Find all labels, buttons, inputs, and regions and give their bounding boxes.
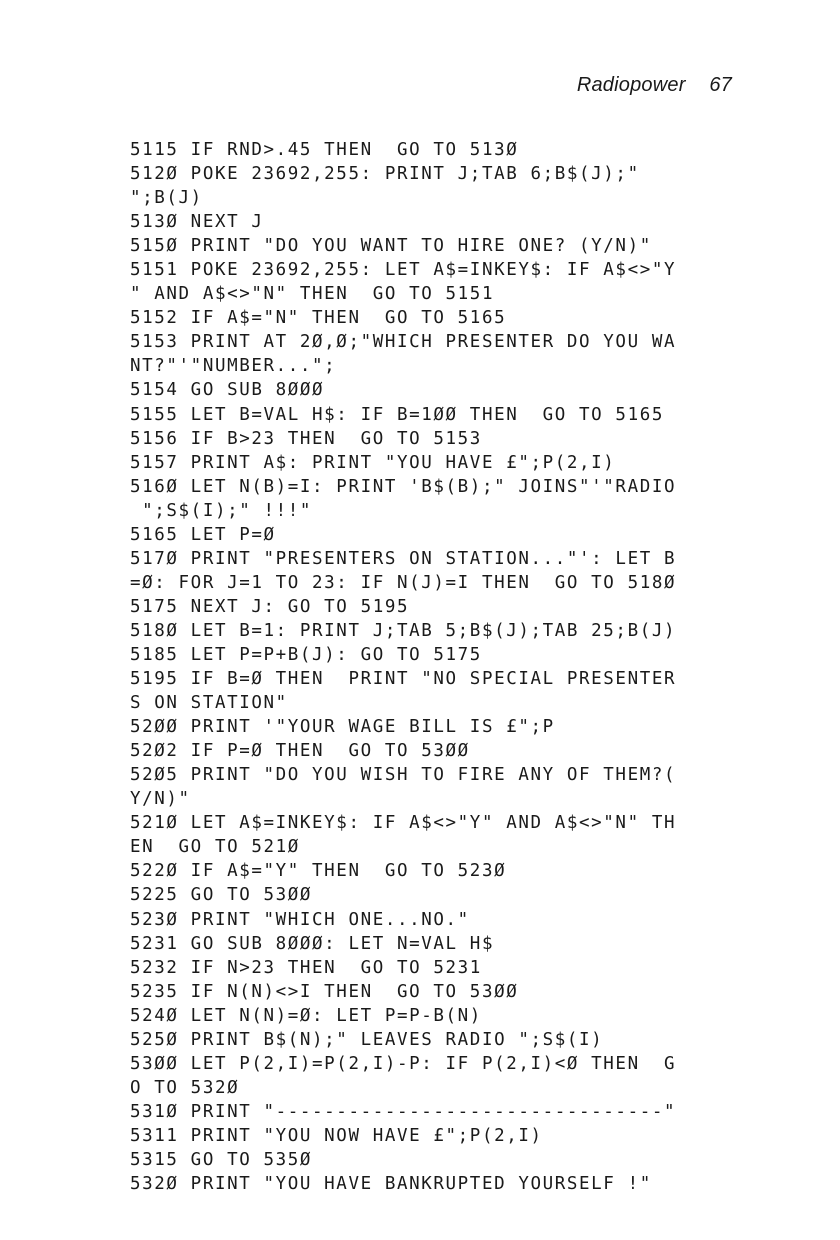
code-line: 5185 LET P=P+B(J): GO TO 5175 (130, 644, 482, 665)
code-line: 5152 IF A$="N" THEN GO TO 5165 (130, 308, 507, 329)
code-line: 53ØØ LET P(2,I)=P(2,I)-P: IF P(2,I)<Ø THEN G (130, 1053, 677, 1074)
page-number: 67 (709, 74, 732, 96)
code-line: 523Ø PRINT "WHICH ONE...NO." (130, 909, 470, 930)
code-line: 515Ø PRINT "DO YOU WANT TO HIRE ONE? (Y/N)" (130, 236, 652, 257)
code-line: 531Ø PRINT "--------------------------------" (130, 1101, 677, 1122)
code-line: 512Ø POKE 23692,255: PRINT J;TAB 6;B$(J);" (130, 164, 640, 185)
code-line: 5151 POKE 23692,255: LET A$=INKEY$: IF A$<>"Y (130, 260, 677, 281)
code-line: 5156 IF B>23 THEN GO TO 5153 (130, 428, 482, 449)
code-line: S ON STATION" (130, 693, 288, 714)
code-line: 5231 GO SUB 8ØØØ: LET N=VAL H$ (130, 933, 495, 954)
code-line: ";B(J) (130, 188, 203, 209)
code-line: 5235 IF N(N)<>I THEN GO TO 53ØØ (130, 981, 519, 1002)
code-line: EN GO TO 521Ø (130, 837, 300, 858)
code-line: 513Ø NEXT J (130, 212, 264, 233)
code-line: 518Ø LET B=1: PRINT J;TAB 5;B$(J);TAB 25;B(J) (130, 620, 677, 641)
code-line: NT?"'"NUMBER..."; (130, 356, 337, 377)
code-line: Y/N)" (130, 789, 191, 810)
code-line: 525Ø PRINT B$(N);" LEAVES RADIO ";S$(I) (130, 1029, 604, 1050)
code-line: 5311 PRINT "YOU NOW HAVE £";P(2,I) (130, 1125, 543, 1146)
running-head (577, 74, 732, 97)
code-line: 5115 IF RND>.45 THEN GO TO 513Ø (130, 140, 519, 160)
code-line: 5153 PRINT AT 2Ø,Ø;"WHICH PRESENTER DO YOU WA (130, 332, 677, 353)
code-line: 521Ø LET A$=INKEY$: IF A$<>"Y" AND A$<>"N" TH (130, 813, 677, 834)
code-line: O TO 532Ø (130, 1077, 240, 1098)
code-line: =Ø: FOR J=1 TO 23: IF N(J)=I THEN GO TO 518Ø (130, 572, 677, 593)
code-line: 5165 LET P=Ø (130, 524, 276, 545)
code-line: 516Ø LET N(B)=I: PRINT 'B$(B);" JOINS"'"RADIO (130, 476, 677, 497)
code-line: 5155 LET B=VAL H$: IF B=1ØØ THEN GO TO 5165 (130, 404, 664, 425)
code-line: 5154 GO SUB 8ØØØ (130, 380, 325, 401)
code-line: " AND A$<>"N" THEN GO TO 5151 (130, 284, 495, 305)
code-line: 524Ø LET N(N)=Ø: LET P=P-B(N) (130, 1005, 482, 1026)
code-line: 5315 GO TO 535Ø (130, 1149, 313, 1170)
code-line: 5157 PRINT A$: PRINT "YOU HAVE £";P(2,I) (130, 452, 616, 473)
code-line: 532Ø PRINT "YOU HAVE BANKRUPTED YOURSELF !" (130, 1174, 652, 1195)
code-line: 5232 IF N>23 THEN GO TO 5231 (130, 957, 482, 978)
code-line: 5225 GO TO 53ØØ (130, 885, 313, 906)
book-title: Radiopower (576, 74, 686, 96)
code-line: 52Ø5 PRINT "DO YOU WISH TO FIRE ANY OF THEM?( (130, 765, 677, 786)
code-line: 517Ø PRINT "PRESENTERS ON STATION..."': LET B (130, 548, 677, 569)
program-listing (130, 138, 770, 1196)
code-line: 522Ø IF A$="Y" THEN GO TO 523Ø (130, 861, 507, 882)
code-line: 52ØØ PRINT '"YOUR WAGE BILL IS £";P (130, 717, 555, 738)
code-line: 5195 IF B=Ø THEN PRINT "NO SPECIAL PRESENTER (130, 669, 677, 690)
code-line: 52Ø2 IF P=Ø THEN GO TO 53ØØ (130, 741, 470, 762)
code-line: 5175 NEXT J: GO TO 5195 (130, 596, 410, 617)
code-line: ";S$(I);" !!!" (130, 500, 313, 521)
